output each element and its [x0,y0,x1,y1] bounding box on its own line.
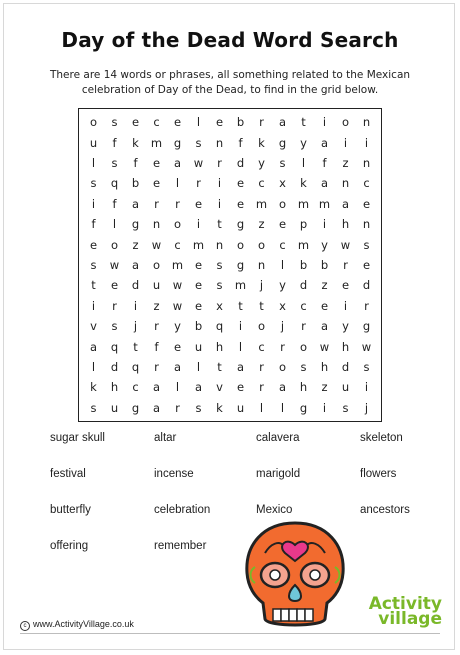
grid-cell: d [110,359,119,374]
grid-cell: u [341,380,350,395]
word-search-grid [78,108,382,422]
grid-cell: e [362,196,371,211]
grid-cell: y [258,155,265,170]
grid-cell: j [280,319,285,334]
grid-cell: b [299,257,308,272]
grid-cell: g [299,400,308,415]
grid-cell: e [320,298,329,313]
grid-cell: a [131,257,140,272]
grid-cell: i [91,298,96,313]
grid-cell: h [299,380,308,395]
grid-cell: z [132,237,139,252]
grid-cell: w [109,257,120,272]
grid-cell: g [362,319,371,334]
grid-cell: c [174,237,181,252]
grid-cell: j [364,400,369,415]
grid-cell: f [112,196,117,211]
grid-cell: l [196,359,201,374]
grid-cell: q [215,319,224,334]
grid-cell: w [340,237,351,252]
grid-cell: s [300,359,307,374]
grid-cell: a [152,400,161,415]
grid-cell: h [341,217,350,232]
grid-cell: g [131,217,140,232]
grid-cell: t [133,339,138,354]
grid-cell: u [236,400,245,415]
grid-cell: w [193,155,204,170]
grid-cell: o [152,257,161,272]
grid-cell: o [341,115,350,130]
grid-cell: t [301,115,306,130]
grid-cell: e [110,278,119,293]
grid-cell: l [112,217,117,232]
grid-cell: a [320,135,329,150]
grid-cell: l [175,176,180,191]
grid-cell: c [153,115,160,130]
grid-cell: a [131,196,140,211]
grid-cell: f [91,217,96,232]
grid-cell: g [131,400,140,415]
grid-cell: z [321,278,328,293]
grid-cell: u [89,135,98,150]
grid-cell: s [90,176,97,191]
grid-cell: s [363,237,370,252]
grid-cell: i [322,217,327,232]
word-list-item: marigold [256,468,301,480]
grid-cell: e [215,115,224,130]
word-list-item: festival [50,468,86,480]
grid-cell: b [320,257,329,272]
grid-cell: i [217,196,222,211]
grid-cell: f [133,155,138,170]
grid-cell: t [91,278,96,293]
grid-cell: y [342,319,349,334]
grid-cell: w [361,339,372,354]
grid-cell: g [236,217,245,232]
grid-cell: c [363,176,370,191]
grid-cell: l [301,155,306,170]
grid-cell: a [320,176,329,191]
grid-cell: s [342,400,349,415]
grid-cell: l [91,155,96,170]
grid-cell: v [216,380,223,395]
grid-cell: z [153,298,160,313]
grid-cell: d [236,155,245,170]
grid-cell: t [217,359,222,374]
word-list-item: celebration [154,504,211,516]
grid-cell: r [259,359,264,374]
word-list-item: sugar skull [50,432,105,444]
grid-cell: d [341,359,350,374]
grid-cell: r [343,257,348,272]
grid-cell: o [236,237,245,252]
grid-cell: a [152,380,161,395]
grid-cell: r [364,298,369,313]
grid-cell: s [111,155,118,170]
grid-cell: e [194,257,203,272]
grid-cell: e [236,196,245,211]
grid-cell: n [215,135,224,150]
grid-cell: r [217,155,222,170]
grid-cell: m [255,196,268,211]
grid-cell: x [279,176,286,191]
footer-divider [20,633,440,634]
grid-cell: d [131,278,140,293]
grid-cell: i [364,135,369,150]
grid-cell: l [91,359,96,374]
brand-line-1: Activity [368,594,442,614]
footer-url[interactable] [20,619,134,631]
grid-cell: x [279,298,286,313]
word-list-item: ancestors [360,504,410,516]
grid-cell: l [259,400,264,415]
word-list-item: incense [154,468,194,480]
grid-cell: z [342,155,349,170]
word-list-item: flowers [360,468,397,480]
grid-cell: s [90,257,97,272]
grid-cell: a [278,380,287,395]
grid-cell: k [90,380,97,395]
grid-cell: a [194,380,203,395]
grid-cell: o [110,237,119,252]
grid-cell: i [133,298,138,313]
grid-cell: s [195,400,202,415]
grid-cell: a [341,196,350,211]
grid-cell: m [297,237,310,252]
grid-cell: c [300,298,307,313]
grid-cell: o [299,339,308,354]
grid-cell: k [216,400,223,415]
sugar-skull-illustration [235,515,355,635]
grid-cell: r [259,380,264,395]
grid-cell: a [173,359,182,374]
grid-cell: a [89,339,98,354]
grid-cell: i [364,380,369,395]
grid-cell: u [110,400,119,415]
grid-cell: b [236,115,245,130]
grid-cell: r [301,319,306,334]
word-list-item: remember [154,540,207,552]
word-list-item: butterfly [50,504,91,516]
grid-cell: u [194,339,203,354]
grid-cell: m [234,278,247,293]
grid-cell: s [111,319,118,334]
grid-cell: x [216,298,223,313]
grid-cell: g [236,257,245,272]
grid-cell: i [91,196,96,211]
grid-cell: a [320,319,329,334]
grid-cell: n [362,115,371,130]
grid-cell: q [110,339,119,354]
brand-logo [360,594,450,629]
word-list-item: offering [50,540,89,552]
grid-cell: o [278,359,287,374]
copyright-icon: c [20,621,30,631]
grid-cell: o [173,217,182,232]
grid-cell: w [319,339,330,354]
grid-cell: e [362,257,371,272]
word-list-item: Mexico [256,504,293,516]
grid-cell: e [173,339,182,354]
grid-cell: o [257,237,266,252]
grid-cell: q [131,359,140,374]
grid-cell: k [132,135,139,150]
grid-cell: l [238,339,243,354]
grid-cell: n [257,257,266,272]
grid-cell: c [279,237,286,252]
grid-cell: f [238,135,243,150]
grid-cell: m [150,135,163,150]
grid-cell: m [192,237,205,252]
grid-cell: d [299,278,308,293]
grid-cell: r [175,400,180,415]
footer-url-text: www.ActivityVillage.co.uk [33,619,134,629]
grid-cell: n [362,155,371,170]
grid-cell: h [320,359,329,374]
grid-cell: h [215,339,224,354]
grid-cell: z [321,380,328,395]
grid-cell: l [280,400,285,415]
grid-cell: a [236,359,245,374]
grid-cell: l [280,257,285,272]
grid-cell: f [154,339,159,354]
grid-cell: e [131,115,140,130]
grid-cell: h [110,380,119,395]
grid-cell: u [152,278,161,293]
grid-cell: y [279,278,286,293]
grid-cell: e [173,115,182,130]
grid-cell: w [151,237,162,252]
grid-cell: s [195,135,202,150]
grid-cell: n [215,237,224,252]
grid-cell: i [322,400,327,415]
grid-cell: r [154,319,159,334]
grid-cell: r [112,298,117,313]
grid-cell: i [217,176,222,191]
grid-cell: k [300,176,307,191]
grid-cell: e [194,196,203,211]
grid-cell: t [217,217,222,232]
grid-cell: l [175,380,180,395]
grid-cell: t [238,298,243,313]
grid-cell: y [300,135,307,150]
grid-cell: r [259,115,264,130]
word-list-item: skeleton [360,432,403,444]
intro-text: There are 14 words or phrases, all something related to the Mexican celebration of Day of the Dead, to find in the grid below. [49,69,411,96]
grid-cell: n [152,217,161,232]
grid-cell: m [297,196,310,211]
page-title: Day of the Dead Word Search [61,28,399,52]
grid-cell: i [238,319,243,334]
grid-cell: r [154,196,159,211]
grid-cell: i [322,115,327,130]
teeth [273,609,313,621]
grid-cell: s [90,400,97,415]
grid-cell: r [154,359,159,374]
grid-cell: y [174,319,181,334]
grid-cell: m [318,196,331,211]
word-list-item: altar [154,432,177,444]
grid-cell: d [362,278,371,293]
grid-cell: r [196,176,201,191]
grid-cell: c [132,380,139,395]
grid-cell: k [258,135,265,150]
grid-cell: s [363,359,370,374]
grid-cell: e [341,278,350,293]
grid-cell: s [279,155,286,170]
word-list-item: calavera [256,432,300,444]
grid-cell: j [133,319,138,334]
grid-cell: y [321,237,328,252]
grid-cell: f [322,155,327,170]
grid-cell: t [259,298,264,313]
grid-cell: a [173,155,182,170]
grid-cell: e [236,380,245,395]
grid-cell: b [194,319,203,334]
grid-cell: l [196,115,201,130]
grid-cell: b [131,176,140,191]
grid-cell: o [257,319,266,334]
grid-cell: w [172,298,183,313]
grid-cell: o [89,115,98,130]
grid-cell: e [152,155,161,170]
grid-cell: s [111,115,118,130]
grid-cell: j [259,278,264,293]
grid-cell: e [89,237,98,252]
grid-cell: p [299,217,308,232]
grid-cell: c [258,176,265,191]
grid-cell: e [236,176,245,191]
grid-cell: v [90,319,97,334]
grid-cell: e [278,217,287,232]
grid-cell: i [343,298,348,313]
grid-cell: i [196,217,201,232]
brand-line-2: village [378,609,442,629]
grid-cell: r [280,339,285,354]
grid-cell: e [194,278,203,293]
grid-cell: e [194,298,203,313]
grid-cell: i [343,135,348,150]
grid-cell: o [278,196,287,211]
grid-cell: f [112,135,117,150]
grid-cell: m [171,257,184,272]
grid-cell: n [341,176,350,191]
grid-cell: z [258,217,265,232]
grid-cell: g [278,135,287,150]
grid-cell: q [110,176,119,191]
grid-cell: h [341,339,350,354]
grid-cell: a [278,115,287,130]
grid-cell: c [258,339,265,354]
grid-cell: r [175,196,180,211]
grid-cell: w [172,278,183,293]
grid-cell: n [362,217,371,232]
grid-cell: s [216,257,223,272]
grid-cell: g [173,135,182,150]
grid-cell: e [152,176,161,191]
grid-cell: s [216,278,223,293]
